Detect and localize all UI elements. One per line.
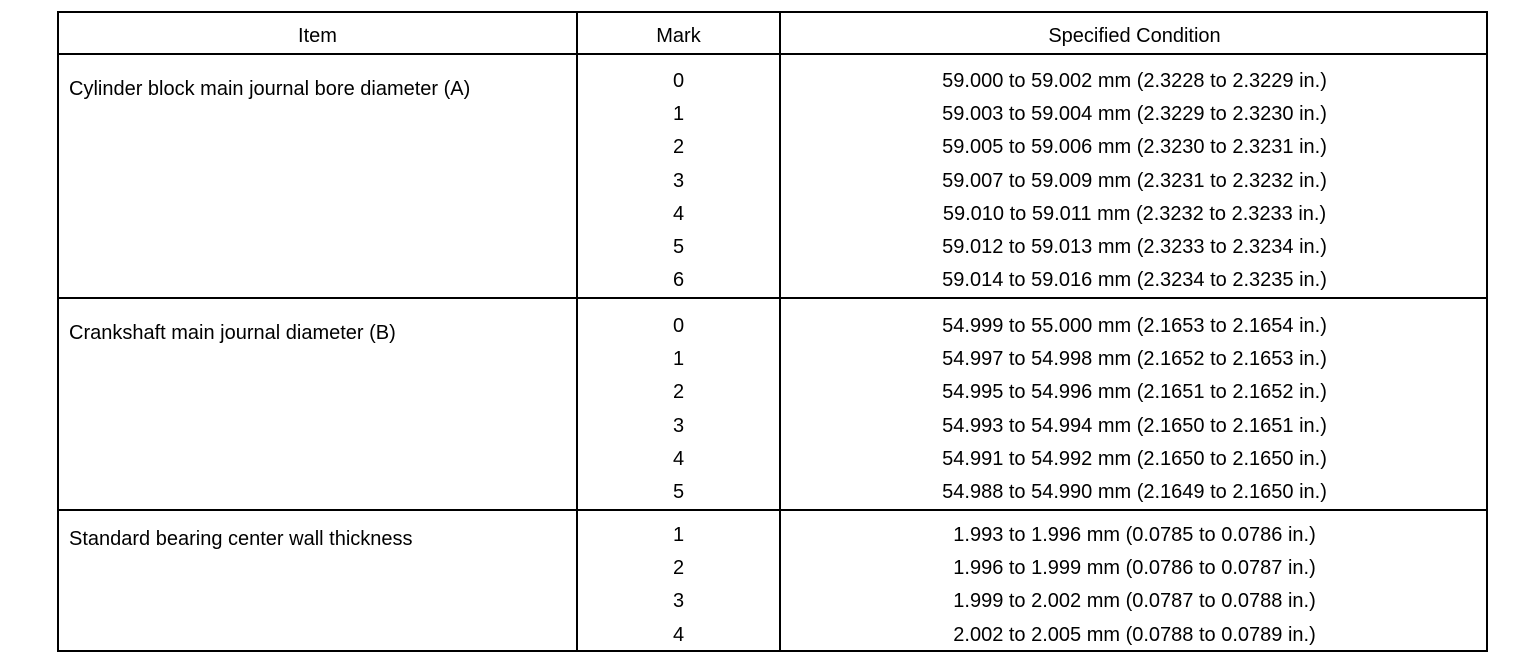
header-item: Item — [298, 25, 337, 47]
table-row — [578, 410, 1488, 443]
mark-cell: 2 — [672, 557, 685, 580]
condition-cell: 54.999 to 55.000 mm (2.1653 to 2.1654 in.) — [942, 315, 1327, 337]
table-row — [578, 619, 1488, 652]
spec-table — [57, 11, 1488, 652]
group-rows — [578, 519, 1488, 652]
header-mark: Mark — [656, 25, 701, 47]
condition-cell: 2.002 to 2.005 mm (0.0788 to 0.0789 in.) — [953, 623, 1316, 646]
condition-cell: 54.991 to 54.992 mm (2.1650 to 2.1650 in.) — [942, 447, 1327, 470]
mark-cell: 2 — [672, 136, 685, 159]
table-row — [578, 376, 1488, 409]
condition-cell: 1.999 to 2.002 mm (0.0787 to 0.0788 in.) — [953, 590, 1316, 613]
table-row — [578, 65, 1488, 98]
table-header-row — [59, 13, 1486, 55]
mark-cell: 1 — [672, 524, 685, 546]
header-specified-condition: Specified Condition — [1048, 25, 1221, 47]
group-rows — [578, 65, 1488, 297]
mark-cell: 4 — [672, 623, 685, 646]
table-row — [578, 552, 1488, 585]
mark-cell: 4 — [672, 447, 685, 470]
condition-cell: 54.988 to 54.990 mm (2.1649 to 2.1650 in.) — [942, 480, 1327, 503]
table-group-crankshaft-journal — [59, 299, 1486, 511]
condition-cell: 1.993 to 1.996 mm (0.0785 to 0.0786 in.) — [953, 524, 1316, 546]
table-row — [578, 231, 1488, 264]
condition-cell: 54.997 to 54.998 mm (2.1652 to 2.1653 in.) — [942, 348, 1327, 371]
table-group-bearing-wall-thickness — [59, 511, 1486, 652]
table-row — [578, 343, 1488, 376]
table-row — [578, 165, 1488, 198]
mark-cell: 3 — [672, 590, 685, 613]
mark-cell: 2 — [672, 381, 685, 404]
condition-cell: 59.005 to 59.006 mm (2.3230 to 2.3231 in.) — [942, 136, 1327, 159]
mark-cell: 5 — [672, 480, 685, 503]
table-row — [578, 519, 1488, 552]
table-row — [578, 131, 1488, 164]
table-row — [578, 310, 1488, 343]
condition-cell: 59.007 to 59.009 mm (2.3231 to 2.3232 in.) — [942, 169, 1327, 192]
condition-cell: 59.003 to 59.004 mm (2.3229 to 2.3230 in.) — [942, 103, 1327, 126]
mark-cell: 4 — [672, 202, 685, 225]
condition-cell: 59.010 to 59.011 mm (2.3232 to 2.3233 in.) — [942, 202, 1327, 225]
item-label: Crankshaft main journal diameter (B) — [69, 322, 396, 344]
table-row — [578, 443, 1488, 476]
mark-cell: 1 — [672, 103, 685, 126]
mark-cell: 5 — [672, 235, 685, 258]
condition-cell: 54.995 to 54.996 mm (2.1651 to 2.1652 in.) — [942, 381, 1327, 404]
item-label: Standard bearing center wall thickness — [69, 528, 413, 550]
condition-cell: 54.993 to 54.994 mm (2.1650 to 2.1651 in.) — [942, 414, 1327, 437]
mark-cell: 0 — [672, 70, 685, 92]
table-row — [578, 264, 1488, 297]
condition-cell: 59.000 to 59.002 mm (2.3228 to 2.3229 in.) — [942, 70, 1327, 92]
condition-cell: 59.014 to 59.016 mm (2.3234 to 2.3235 in.) — [942, 269, 1327, 292]
mark-cell: 0 — [672, 315, 685, 337]
table-row — [578, 98, 1488, 131]
mark-cell: 3 — [672, 169, 685, 192]
condition-cell: 1.996 to 1.999 mm (0.0786 to 0.0787 in.) — [953, 557, 1316, 580]
mark-cell: 1 — [672, 348, 685, 371]
table-row — [578, 476, 1488, 509]
mark-cell: 3 — [672, 414, 685, 437]
table-group-cylinder-block-bore — [59, 55, 1486, 299]
mark-cell: 6 — [672, 269, 685, 292]
table-row — [578, 198, 1488, 231]
group-rows — [578, 310, 1488, 509]
table-row — [578, 585, 1488, 618]
item-label: Cylinder block main journal bore diameter (A) — [69, 78, 471, 100]
condition-cell: 59.012 to 59.013 mm (2.3233 to 2.3234 in.) — [942, 235, 1327, 258]
